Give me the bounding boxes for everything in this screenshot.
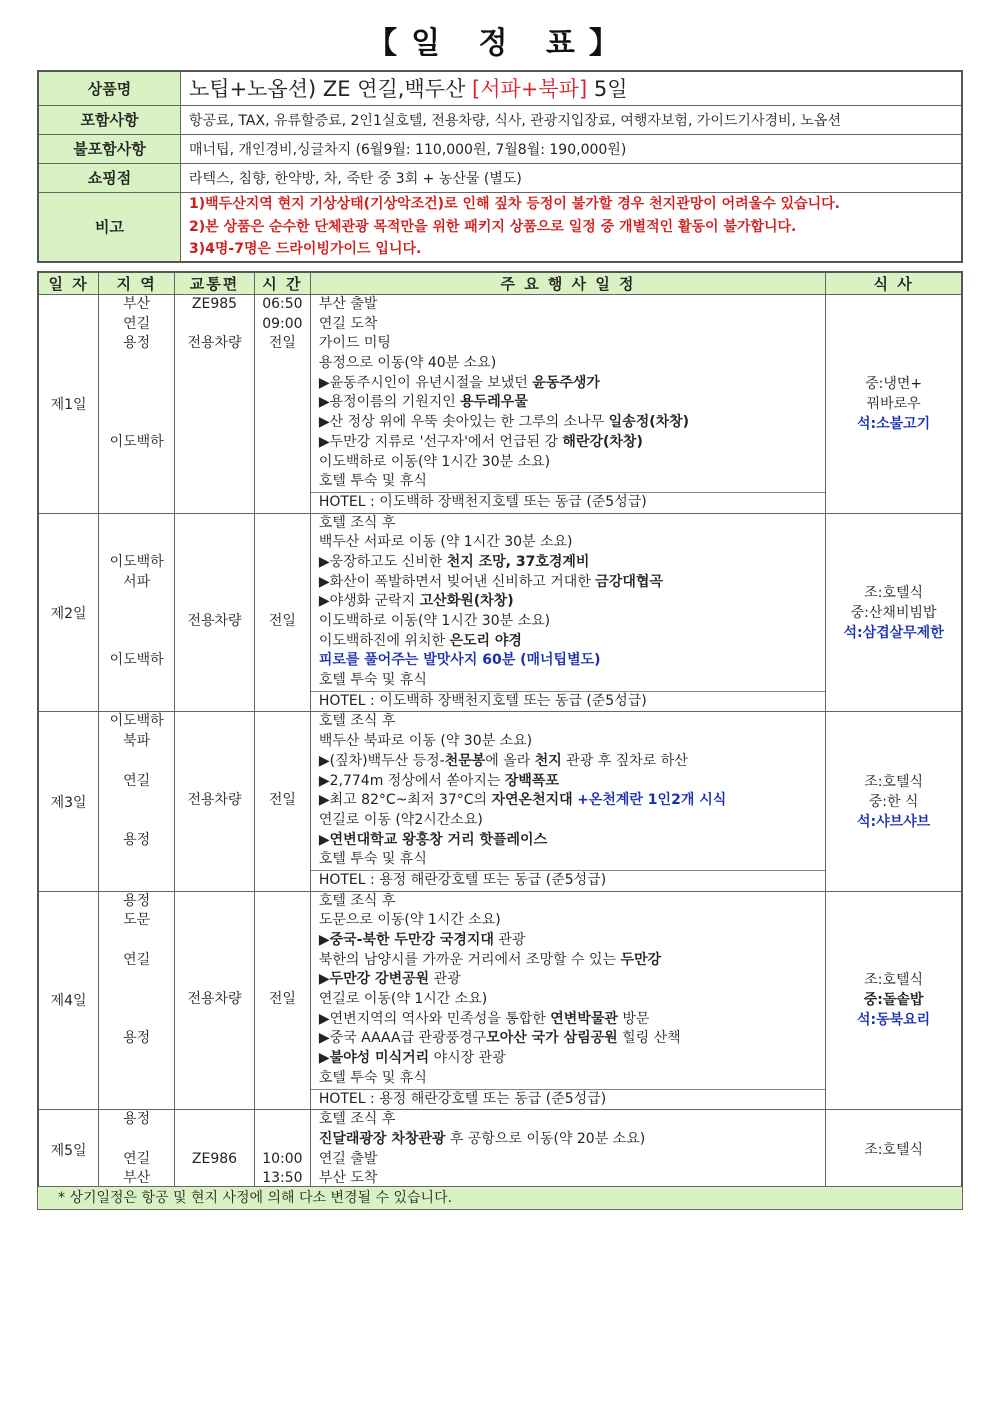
region-line: 부산 [123,296,151,312]
transport-line [175,850,254,870]
region-line [99,354,174,374]
region-line: 이도백하 [109,553,164,570]
time-line [255,691,310,711]
activity-line: 북한의 남양시를 가까운 거리에서 조망할 수 있는 두만강 [318,951,662,968]
remarks-row [38,192,962,262]
product-name-highlight: [서파+북파] [472,77,588,102]
day-row [38,891,962,1110]
time-line [255,393,310,413]
activity-line: 도문으로 이동(약 1시간 소요) [318,912,501,929]
transport-line [175,892,254,912]
transport-line [175,1029,254,1049]
time-line [255,533,310,553]
hotel-line: HOTEL : 용정 해란강호텔 또는 동급 (준5성급) [311,1089,825,1110]
time-line [255,772,310,792]
region-line [99,592,174,612]
transport-line [175,712,254,732]
meal-cell [826,1110,962,1190]
activity-line: 백두산 북파로 이동 (약 30분 소요) [318,733,533,750]
meal-cell [826,891,962,1110]
transport-line [175,573,254,593]
product-name [181,71,963,105]
activity-line: 호텔 조식 후 [318,713,396,730]
meal-cell [826,712,962,891]
transport-line: 전용차량 [187,792,242,809]
meal-cell [826,513,962,712]
meal-line: 꿔바로우 [866,395,921,412]
activity-line: ▶연변지역의 역사와 민족성을 통합한 연변박물관 방문 [318,1010,650,1027]
time-line: 전일 [268,613,296,629]
time-line [255,970,310,990]
transport-line [175,911,254,931]
activity-line: 호텔 투숙 및 휴식 [318,1069,427,1086]
transport-line [175,514,254,534]
transport-line [175,671,254,691]
activity-line: ▶윤동주시인이 유년시절을 보냈던 윤동주생가 [318,374,600,391]
time-line [255,831,310,851]
activity-line: 호텔 조식 후 [318,514,396,531]
transport-line [175,453,254,473]
time-line [255,374,310,394]
transport-line [175,632,254,652]
region-line [99,632,174,652]
day-label: 제3일 [38,712,99,891]
activity-line: ▶(짚차)백두산 등정-천문봉에 올라 천지 관광 후 짚차로 하산 [318,752,688,769]
transport-line: ZE986 [191,1150,238,1167]
region-line [99,492,174,512]
time-line [255,433,310,453]
transport-line: 전용차량 [187,335,242,352]
transport-line [175,752,254,772]
activity-line: ▶중국-북한 두만강 국경지대 관광 [318,932,526,948]
region-cell [99,712,175,891]
time-line [255,592,310,612]
region-line [99,533,174,553]
region-line [99,413,174,433]
itinerary-header-row [38,272,962,295]
activity-line: ▶두만강 지류로 '선구자'에서 언급된 강 해란강(차창) [318,433,643,450]
activity-line: 이도백하로 이동(약 1시간 30분 소요) [318,453,551,470]
activity-line: 연길로 이동(약 1시간 소요) [318,991,488,1008]
activity-line: ▶화산이 폭발하면서 빚어낸 신비하고 거대한 금강대협곡 [318,573,663,590]
transport-line [175,951,254,971]
remarks-label: 비고 [38,192,181,262]
region-line: 서파 [123,573,151,590]
remark-item: 2)본 상품은 순수한 단체관광 목적만을 위한 패키지 상품으로 일정 중 개별적인 활동이 불가합니다. [189,218,797,235]
activity-line: ▶야생화 군락지 고산화원(차창) [318,593,514,610]
time-line [255,850,310,870]
day-row [38,712,962,891]
meal-line: 석:샤브샤브 [856,813,931,830]
region-line: 이도백하 [109,713,164,730]
time-line [255,671,310,691]
transport-line [175,772,254,792]
transport-line: 전용차량 [187,991,242,1008]
region-line: 이도백하 [109,433,164,450]
transport-line [175,931,254,951]
time-cell [254,891,310,1110]
footer-note [37,1186,963,1210]
transport-line: 전용차량 [187,613,242,629]
transport-line [175,870,254,890]
day-row [38,295,962,514]
region-cell [99,1110,175,1190]
time-line [255,1089,310,1109]
time-line [255,951,310,971]
transport-line [175,732,254,752]
transport-line [175,374,254,394]
shopping-row [38,163,962,192]
time-line: 전일 [268,792,296,809]
transport-line [175,1010,254,1030]
region-line: 연길 [123,951,151,968]
activity-line: ▶두만강 강변공원 관광 [318,971,461,988]
time-line [255,573,310,593]
meal-line: 조:호텔식 [864,972,924,989]
activity-line: ▶중국 AAAA급 관광풍경구모아산 국가 삼림공원 힐링 산책 [318,1030,681,1047]
region-line [99,990,174,1010]
time-line [255,892,310,912]
region-line: 이도백하 [109,652,164,669]
product-row [38,71,962,105]
footer-text: * 상기일정은 항공 및 현지 사정에 의해 다소 변경될 수 있습니다. [58,1190,453,1206]
activity-line: 부산 출발 [318,296,378,312]
remark-item: 1)백두산지역 현지 기상상태(기상악조건)로 인해 짚차 등정이 불가할 경우 천지관망이 어려울수 있습니다. [189,196,841,212]
shopping-label: 쇼핑점 [38,163,181,192]
meal-line: 중:돌솥밥 [863,992,924,1009]
transport-line [175,492,254,512]
region-line: 연길 [123,315,151,332]
region-line: 북파 [123,733,151,750]
region-line [99,691,174,711]
product-name-days: 5일 [587,77,628,102]
time-line [255,870,310,890]
day-label: 제5일 [38,1110,99,1190]
included-value: 항공료, TAX, 유류할증료, 2인1실호텔, 전용차량, 식사, 관광지입장료, 여행자보험, 가이드기사경비, 노옵션 [181,105,963,134]
transport-line [175,970,254,990]
transport-cell [175,1110,255,1190]
activity-line: 가이드 미팅 [318,335,391,352]
hotel-line: HOTEL : 이도백하 장백천지호텔 또는 동급 (준5성급) [311,691,825,712]
activity-cell [310,295,825,514]
header-transport: 교통편 [175,272,255,295]
page-title: 【일 정 표】 [367,26,633,61]
activity-line: 연길 도착 [318,315,378,332]
transport-line [175,1089,254,1109]
region-line: 용정 [123,335,151,352]
region-cell [99,513,175,712]
region-line [99,970,174,990]
day-label: 제2일 [38,513,99,712]
activity-line: 부산 도착 [318,1170,378,1187]
region-line [99,453,174,473]
transport-line [175,413,254,433]
meal-line: 석:동북요리 [856,1012,931,1029]
transport-line [175,553,254,573]
region-line [99,1010,174,1030]
time-line: 06:50 [262,296,303,312]
time-line [255,1069,310,1089]
region-line [99,671,174,691]
meal-line: 조:호텔식 [864,584,924,601]
activity-line: 진달래광장 차창관광 후 공항으로 이동(약 20분 소요) [318,1130,646,1147]
day-label: 제4일 [38,891,99,1110]
transport-cell [175,891,255,1110]
time-line [255,712,310,732]
header-region: 지 역 [99,272,175,295]
time-line [255,1130,310,1150]
activity-line: 연길 출발 [318,1150,378,1167]
time-line [255,1029,310,1049]
remark-item: 3)4명-7명은 드라이빙가이드 입니다. [189,241,422,257]
transport-line [175,831,254,851]
meal-line: 중:냉면+ [865,375,923,392]
transport-cell [175,712,255,891]
transport-line [175,393,254,413]
meal-line: 조:호텔식 [864,773,924,790]
meal-line: 조:호텔식 [864,1141,924,1158]
region-line: 용정 [123,831,151,848]
region-line [99,1049,174,1069]
hotel-line: HOTEL : 용정 해란강호텔 또는 동급 (준5성급) [311,870,825,891]
transport-line [175,651,254,671]
activity-line: 연길로 이동 (약2시간소요) [318,811,483,828]
transport-line [175,1049,254,1069]
meal-line: 중:산채비빔밥 [850,604,937,621]
time-line [255,1010,310,1030]
region-line: 부산 [123,1170,151,1187]
region-line [99,1069,174,1089]
header-time: 시 간 [254,272,310,295]
time-line [255,514,310,534]
transport-line [175,592,254,612]
included-row [38,105,962,134]
activity-line: 용정으로 이동(약 40분 소요) [318,355,497,372]
region-line [99,850,174,870]
header-meal: 식 사 [826,272,962,295]
region-line [99,374,174,394]
time-line: 전일 [268,991,296,1008]
time-line [255,413,310,433]
activity-line: 백두산 서파로 이동 (약 1시간 30분 소요) [318,534,573,551]
excluded-label: 불포함사항 [38,134,181,163]
region-line: 용정 [123,1111,151,1128]
time-cell [254,513,310,712]
region-line [99,1130,174,1150]
time-line [255,492,310,512]
region-cell [99,891,175,1110]
activity-cell [310,1110,825,1190]
region-line [99,752,174,772]
region-line [99,791,174,811]
region-line [99,472,174,492]
activity-line: 이도백하로 이동(약 1시간 30분 소요) [318,613,551,629]
header-day: 일 자 [38,272,99,295]
time-line [255,453,310,473]
activity-line: ▶웅장하고도 신비한 천지 조망, 37호경계비 [318,553,590,570]
meal-line: 중:한 식 [868,793,919,810]
transport-line [175,315,254,335]
region-line [99,612,174,632]
transport-line [175,1130,254,1150]
activity-line: 호텔 조식 후 [318,1111,396,1128]
region-line [99,1089,174,1109]
region-cell [99,295,175,514]
region-line [99,811,174,831]
time-line [255,931,310,951]
activity-line: ▶연변대학교 왕홍창 거리 핫플레이스 [318,831,548,848]
region-line [99,931,174,951]
header-activity: 주 요 행 사 일 정 [310,272,825,295]
region-line: 연길 [123,1150,151,1167]
activity-line: 호텔 투숙 및 휴식 [318,672,427,689]
time-line [255,553,310,573]
included-label: 포함사항 [38,105,181,134]
excluded-row [38,134,962,163]
transport-line [175,811,254,831]
time-line: 10:00 [262,1150,303,1167]
activity-cell [310,513,825,712]
product-label: 상품명 [38,71,181,105]
transport-line [175,433,254,453]
time-line [255,752,310,772]
meal-line: 석:삼겹살무제한 [843,624,944,641]
activity-line: 이도백하진에 위치한 은도리 야경 [318,632,522,649]
time-line [255,911,310,931]
time-cell [254,712,310,891]
time-line: 09:00 [262,315,303,332]
transport-cell [175,513,255,712]
activity-line: ▶산 정상 위에 우뚝 솟아있는 한 그루의 소나무 일송정(차창) [318,414,690,431]
excluded-value: 매너팁, 개인경비,싱글차지 (6월9월: 110,000원, 7월8월: 190,000원) [181,134,963,163]
transport-line [175,533,254,553]
time-cell [254,1110,310,1190]
time-line [255,1049,310,1069]
transport-line [175,1110,254,1130]
hotel-line: HOTEL : 이도백하 장백천지호텔 또는 동급 (준5성급) [311,492,825,513]
activity-cell [310,712,825,891]
transport-line [175,1069,254,1089]
time-line [255,1110,310,1130]
time-line [255,354,310,374]
day-row [38,1110,962,1190]
activity-line: ▶최고 82°C~최저 37°C의 자연온천지대 +온천계란 1인2개 시식 [318,792,727,809]
region-line [99,870,174,890]
region-line [99,393,174,413]
meal-line: 석:소불고기 [856,415,931,432]
transport-line [175,691,254,711]
day-row [38,513,962,712]
region-line: 용정 [123,1030,151,1047]
time-line: 13:50 [262,1170,303,1187]
transport-line: ZE985 [191,296,238,312]
remarks-value [181,192,963,262]
day-label: 제1일 [38,295,99,514]
activity-line: ▶용정이름의 기원지인 용두레우물 [318,394,528,411]
activity-line: 호텔 조식 후 [318,892,396,909]
activity-cell [310,891,825,1110]
shopping-value: 라텍스, 침향, 한약방, 차, 죽탄 중 3회 + 농산물 (별도) [181,163,963,192]
region-line: 연길 [123,772,151,789]
region-line: 용정 [123,892,151,909]
product-name-main: 노팁+노옵션) ZE 연길,백두산 [189,77,473,102]
transport-line [175,472,254,492]
activity-line: ▶불야성 미식거리 야시장 관광 [318,1050,506,1067]
time-line [255,651,310,671]
time-line [255,472,310,492]
transport-cell [175,295,255,514]
meal-cell [826,295,962,514]
activity-line: 피로를 풀어주는 발맛사지 60분 (매너팁별도) [318,652,601,669]
activity-line: 호텔 투숙 및 휴식 [318,851,427,868]
time-line: 전일 [268,335,296,352]
transport-line [175,354,254,374]
activity-line: 호텔 투숙 및 휴식 [318,473,427,490]
time-cell [254,295,310,514]
itinerary-table [37,271,963,1191]
time-line [255,811,310,831]
region-line: 도문 [123,912,151,929]
region-line [99,514,174,534]
time-line [255,732,310,752]
time-line [255,632,310,652]
activity-line: ▶2,774m 정상에서 쏟아지는 장백폭포 [318,772,559,789]
product-info-table [37,70,963,263]
